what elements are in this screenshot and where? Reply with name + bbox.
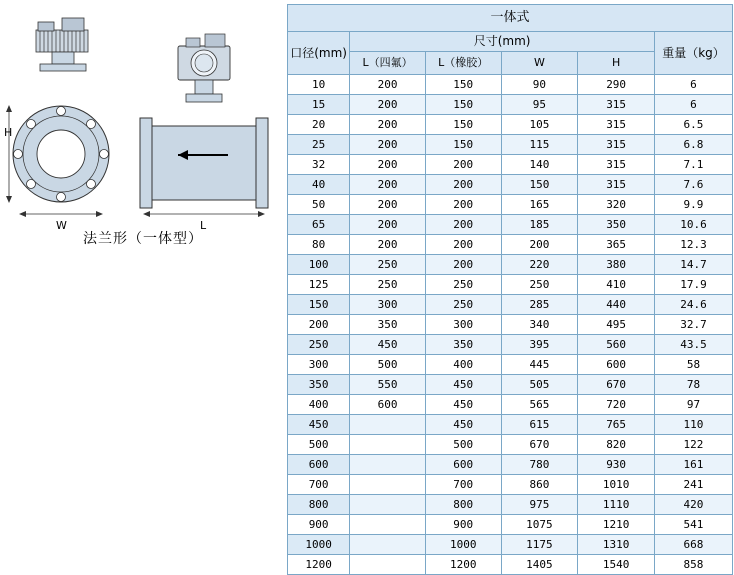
cell-w: 1175 <box>501 535 578 555</box>
cell-l-ptfe: 500 <box>350 355 426 375</box>
cell-h: 410 <box>578 275 655 295</box>
cell-weight: 43.5 <box>654 335 732 355</box>
cell-l-rubber: 300 <box>425 315 501 335</box>
cell-h: 315 <box>578 135 655 155</box>
spec-table-head <box>288 5 733 75</box>
cell-h: 720 <box>578 395 655 415</box>
cell-diameter: 500 <box>288 435 350 455</box>
cell-diameter: 200 <box>288 315 350 335</box>
cell-weight: 668 <box>654 535 732 555</box>
cell-weight: 858 <box>654 555 732 575</box>
cell-l-ptfe: 200 <box>350 135 426 155</box>
header-diameter: 口径(mm) <box>288 32 350 75</box>
cell-w: 670 <box>501 435 578 455</box>
spec-table <box>287 4 733 575</box>
table-group-header-row <box>288 32 733 52</box>
table-row <box>288 495 733 515</box>
table-row <box>288 75 733 95</box>
cell-h: 350 <box>578 215 655 235</box>
table-row <box>288 355 733 375</box>
table-row <box>288 235 733 255</box>
cell-h: 315 <box>578 95 655 115</box>
cell-l-ptfe: 300 <box>350 295 426 315</box>
cell-diameter: 1000 <box>288 535 350 555</box>
cell-w: 445 <box>501 355 578 375</box>
cell-l-rubber: 200 <box>425 215 501 235</box>
cell-weight: 6.8 <box>654 135 732 155</box>
table-row <box>288 215 733 235</box>
header-l-ptfe: L（四氟） <box>350 52 426 75</box>
cell-diameter: 300 <box>288 355 350 375</box>
cell-l-rubber: 1000 <box>425 535 501 555</box>
cell-l-ptfe: 250 <box>350 255 426 275</box>
cell-l-rubber: 450 <box>425 415 501 435</box>
flowmeter-side-view <box>140 34 268 208</box>
cell-l-ptfe: 250 <box>350 275 426 295</box>
cell-l-rubber: 500 <box>425 435 501 455</box>
cell-l-ptfe: 450 <box>350 335 426 355</box>
table-row <box>288 415 733 435</box>
cell-l-ptfe: 200 <box>350 115 426 135</box>
cell-l-ptfe: 550 <box>350 375 426 395</box>
cell-w: 105 <box>501 115 578 135</box>
cell-l-rubber: 700 <box>425 475 501 495</box>
cell-h: 495 <box>578 315 655 335</box>
cell-h: 1310 <box>578 535 655 555</box>
cell-w: 780 <box>501 455 578 475</box>
cell-l-rubber: 450 <box>425 375 501 395</box>
header-h: H <box>578 52 655 75</box>
figure-caption: 法兰形（一体型） <box>83 231 203 247</box>
cell-h: 820 <box>578 435 655 455</box>
table-row <box>288 115 733 135</box>
cell-l-rubber: 1200 <box>425 555 501 575</box>
spec-table-container <box>287 4 733 575</box>
cell-diameter: 40 <box>288 175 350 195</box>
cell-w: 150 <box>501 175 578 195</box>
cell-w: 285 <box>501 295 578 315</box>
table-row <box>288 315 733 335</box>
cell-diameter: 10 <box>288 75 350 95</box>
cell-l-ptfe <box>350 555 426 575</box>
cell-diameter: 50 <box>288 195 350 215</box>
cell-diameter: 900 <box>288 515 350 535</box>
dimension-lines-right <box>143 211 265 217</box>
cell-weight: 58 <box>654 355 732 375</box>
table-row <box>288 155 733 175</box>
table-row <box>288 335 733 355</box>
table-row <box>288 455 733 475</box>
cell-w: 860 <box>501 475 578 495</box>
cell-diameter: 150 <box>288 295 350 315</box>
cell-w: 185 <box>501 215 578 235</box>
cell-h: 440 <box>578 295 655 315</box>
label-h-left: H <box>4 126 13 139</box>
table-row <box>288 555 733 575</box>
table-row <box>288 95 733 115</box>
cell-w: 115 <box>501 135 578 155</box>
header-dimensions: 尺寸(mm) <box>350 32 655 52</box>
cell-weight: 6.5 <box>654 115 732 135</box>
cell-l-rubber: 150 <box>425 115 501 135</box>
cell-l-ptfe <box>350 435 426 455</box>
cell-h: 315 <box>578 115 655 135</box>
flowmeter-diagram <box>0 0 286 270</box>
table-row <box>288 515 733 535</box>
cell-l-rubber: 200 <box>425 235 501 255</box>
cell-l-rubber: 200 <box>425 255 501 275</box>
cell-l-ptfe: 200 <box>350 195 426 215</box>
cell-h: 1210 <box>578 515 655 535</box>
cell-h: 1540 <box>578 555 655 575</box>
table-row <box>288 435 733 455</box>
cell-l-ptfe: 200 <box>350 215 426 235</box>
cell-diameter: 20 <box>288 115 350 135</box>
cell-diameter: 32 <box>288 155 350 175</box>
table-title: 一体式 <box>288 5 733 32</box>
cell-l-ptfe <box>350 455 426 475</box>
flange-face-front-view <box>13 106 109 202</box>
cell-l-rubber: 150 <box>425 135 501 155</box>
table-row <box>288 275 733 295</box>
cell-weight: 32.7 <box>654 315 732 335</box>
cell-l-rubber: 250 <box>425 275 501 295</box>
header-weight: 重量（kg） <box>654 32 732 75</box>
cell-diameter: 100 <box>288 255 350 275</box>
cell-w: 90 <box>501 75 578 95</box>
cell-l-rubber: 350 <box>425 335 501 355</box>
cell-h: 290 <box>578 75 655 95</box>
cell-diameter: 15 <box>288 95 350 115</box>
cell-l-ptfe <box>350 475 426 495</box>
cell-weight: 6 <box>654 95 732 115</box>
cell-l-rubber: 200 <box>425 195 501 215</box>
cell-weight: 17.9 <box>654 275 732 295</box>
cell-diameter: 400 <box>288 395 350 415</box>
table-row <box>288 255 733 275</box>
cell-l-rubber: 150 <box>425 95 501 115</box>
header-l-rubber: L（橡胶） <box>425 52 501 75</box>
spec-table-body <box>288 75 733 575</box>
cell-l-ptfe <box>350 495 426 515</box>
cell-weight: 7.1 <box>654 155 732 175</box>
cell-w: 95 <box>501 95 578 115</box>
cell-l-rubber: 150 <box>425 75 501 95</box>
cell-w: 165 <box>501 195 578 215</box>
cell-diameter: 250 <box>288 335 350 355</box>
label-w-bottom: W <box>56 219 67 230</box>
cell-h: 365 <box>578 235 655 255</box>
cell-weight: 420 <box>654 495 732 515</box>
cell-w: 1405 <box>501 555 578 575</box>
cell-weight: 78 <box>654 375 732 395</box>
cell-diameter: 800 <box>288 495 350 515</box>
cell-diameter: 65 <box>288 215 350 235</box>
cell-h: 930 <box>578 455 655 475</box>
cell-w: 250 <box>501 275 578 295</box>
cell-w: 200 <box>501 235 578 255</box>
cell-weight: 12.3 <box>654 235 732 255</box>
cell-h: 560 <box>578 335 655 355</box>
cell-l-ptfe: 200 <box>350 175 426 195</box>
cell-h: 1010 <box>578 475 655 495</box>
table-row <box>288 395 733 415</box>
cell-l-ptfe: 200 <box>350 235 426 255</box>
cell-w: 565 <box>501 395 578 415</box>
table-row <box>288 295 733 315</box>
cell-l-rubber: 250 <box>425 295 501 315</box>
cell-l-rubber: 800 <box>425 495 501 515</box>
cell-l-rubber: 900 <box>425 515 501 535</box>
table-title-row <box>288 5 733 32</box>
cell-diameter: 1200 <box>288 555 350 575</box>
cell-weight: 14.7 <box>654 255 732 275</box>
cell-w: 340 <box>501 315 578 335</box>
header-w: W <box>501 52 578 75</box>
cell-diameter: 25 <box>288 135 350 155</box>
cell-l-ptfe: 350 <box>350 315 426 335</box>
cell-l-ptfe: 200 <box>350 155 426 175</box>
cell-l-ptfe <box>350 515 426 535</box>
cell-h: 315 <box>578 175 655 195</box>
cell-l-ptfe: 200 <box>350 75 426 95</box>
cell-l-ptfe: 200 <box>350 95 426 115</box>
cell-w: 1075 <box>501 515 578 535</box>
cell-h: 1110 <box>578 495 655 515</box>
label-l-bottom: L <box>200 219 207 230</box>
cell-diameter: 125 <box>288 275 350 295</box>
cell-diameter: 80 <box>288 235 350 255</box>
cell-diameter: 450 <box>288 415 350 435</box>
table-row <box>288 135 733 155</box>
cell-l-rubber: 200 <box>425 155 501 175</box>
flowmeter-svg <box>0 0 286 230</box>
cell-diameter: 600 <box>288 455 350 475</box>
cell-weight: 6 <box>654 75 732 95</box>
table-row <box>288 475 733 495</box>
cell-weight: 7.6 <box>654 175 732 195</box>
cell-h: 765 <box>578 415 655 435</box>
cell-weight: 10.6 <box>654 215 732 235</box>
table-row <box>288 375 733 395</box>
cell-l-rubber: 450 <box>425 395 501 415</box>
table-row <box>288 175 733 195</box>
table-row <box>288 195 733 215</box>
cell-weight: 110 <box>654 415 732 435</box>
cell-l-rubber: 600 <box>425 455 501 475</box>
cell-l-ptfe <box>350 415 426 435</box>
cell-diameter: 700 <box>288 475 350 495</box>
cell-weight: 97 <box>654 395 732 415</box>
cell-h: 670 <box>578 375 655 395</box>
cell-h: 320 <box>578 195 655 215</box>
cell-w: 975 <box>501 495 578 515</box>
cell-w: 395 <box>501 335 578 355</box>
cell-diameter: 350 <box>288 375 350 395</box>
cell-l-rubber: 200 <box>425 175 501 195</box>
converter-head-left <box>36 18 88 71</box>
cell-weight: 161 <box>654 455 732 475</box>
cell-h: 600 <box>578 355 655 375</box>
cell-w: 140 <box>501 155 578 175</box>
cell-w: 615 <box>501 415 578 435</box>
cell-weight: 541 <box>654 515 732 535</box>
cell-weight: 122 <box>654 435 732 455</box>
cell-weight: 9.9 <box>654 195 732 215</box>
cell-weight: 241 <box>654 475 732 495</box>
cell-h: 315 <box>578 155 655 175</box>
cell-w: 220 <box>501 255 578 275</box>
cell-w: 505 <box>501 375 578 395</box>
cell-weight: 24.6 <box>654 295 732 315</box>
cell-l-rubber: 400 <box>425 355 501 375</box>
cell-h: 380 <box>578 255 655 275</box>
cell-l-ptfe: 600 <box>350 395 426 415</box>
